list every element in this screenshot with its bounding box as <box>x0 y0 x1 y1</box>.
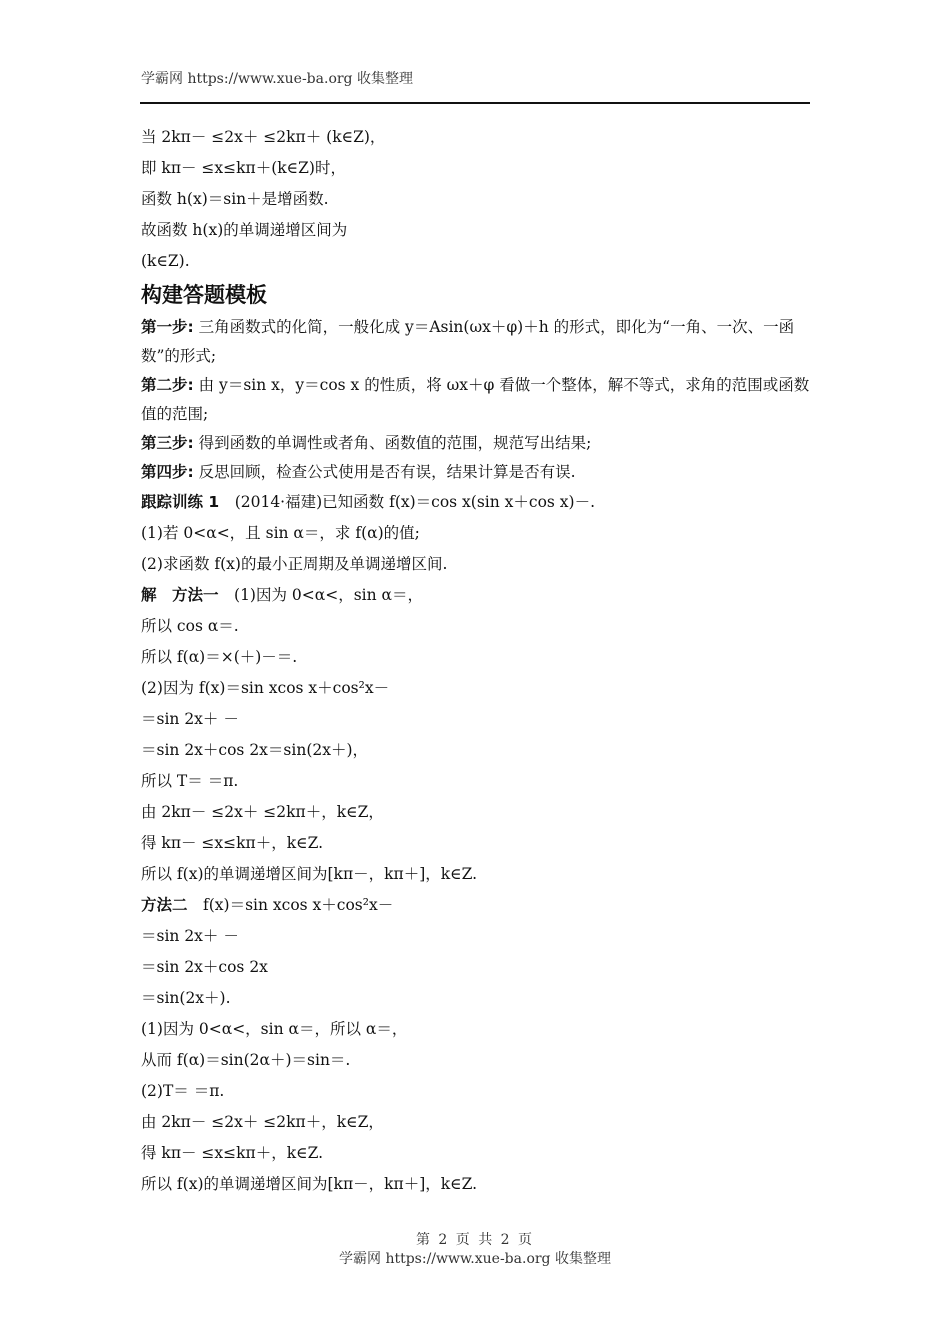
method2-line: ＝sin 2x＋cos 2x <box>141 958 268 976</box>
exercise-title <box>141 487 811 518</box>
exercise-text: (2014·福建)已知函数 f(x)＝cos x(sin x＋cos x)－. <box>219 493 596 511</box>
method1-label: 解 方法一 <box>141 586 219 604</box>
method2-first-text: f(x)＝sin xcos x＋cos²x－ <box>187 896 394 914</box>
method1-line: 由 2kπ－ ≤2x＋ ≤2kπ＋，k∈Z， <box>141 803 384 821</box>
method2-line: 从而 f(α)＝sin(2α＋)＝sin＝. <box>141 1051 351 1069</box>
step-1 <box>141 313 811 371</box>
method1-line: 所以 f(x)的单调递增区间为[kπ－，kπ＋]，k∈Z. <box>141 865 478 883</box>
template-heading: 构建答题模板 <box>141 283 267 307</box>
step-label: 第二步: <box>141 376 194 394</box>
method2-line: 所以 f(x)的单调递增区间为[kπ－，kπ＋]，k∈Z. <box>141 1175 478 1193</box>
exercise-question-1: (1)若 0<α<，且 sin α＝，求 f(α)的值; <box>141 524 420 542</box>
header-rule <box>140 102 810 104</box>
step-2 <box>141 371 811 429</box>
step-text: 得到函数的单调性或者角、函数值的范围，规范写出结果; <box>193 434 592 452</box>
method2-line: 得 kπ－ ≤x≤kπ＋，k∈Z. <box>141 1144 324 1162</box>
document-body <box>141 122 811 1200</box>
method1-line: 所以 T＝ ＝π. <box>141 772 239 790</box>
step-4 <box>141 458 811 487</box>
intro-line: 函数 h(x)＝sin＋是增函数. <box>141 190 329 208</box>
method2-first-line <box>141 890 811 921</box>
exercise-question-2: (2)求函数 f(x)的最小正周期及单调递增区间. <box>141 555 448 573</box>
step-label: 第四步: <box>141 463 194 481</box>
step-label: 第一步: <box>141 318 194 336</box>
intro-line: 即 kπ－ ≤x≤kπ＋(k∈Z)时， <box>141 159 346 177</box>
method2-line: (2)T＝ ＝π. <box>141 1082 225 1100</box>
method1-first-text: (1)因为 0<α<，sin α＝， <box>218 586 423 604</box>
step-3 <box>141 429 811 458</box>
method1-line: 所以 f(α)＝×(＋)－＝. <box>141 648 298 666</box>
intro-line: 当 2kπ－ ≤2x＋ ≤2kπ＋ (k∈Z)， <box>141 128 386 146</box>
method1-line: 所以 cos α＝. <box>141 617 239 635</box>
method2-line: ＝sin 2x＋ － <box>141 927 239 945</box>
method2-line: ＝sin(2x＋). <box>141 989 231 1007</box>
method2-line: 由 2kπ－ ≤2x＋ ≤2kπ＋，k∈Z， <box>141 1113 384 1131</box>
method2-line: (1)因为 0<α<，sin α＝，所以 α＝， <box>141 1020 408 1038</box>
step-text: 反思回顾，检查公式使用是否有误，结果计算是否有误. <box>193 463 576 481</box>
intro-line: (k∈Z). <box>141 252 190 270</box>
page-header: 学霸网 https://www.xue-ba.org 收集整理 <box>141 71 413 87</box>
footer-source: 学霸网 https://www.xue-ba.org 收集整理 <box>339 1251 611 1267</box>
method1-line: (2)因为 f(x)＝sin xcos x＋cos²x－ <box>141 679 390 697</box>
intro-line: 故函数 h(x)的单调递增区间为 <box>141 221 348 239</box>
exercise-label: 跟踪训练 1 <box>141 493 220 511</box>
method1-first-line <box>141 580 811 611</box>
step-label: 第三步: <box>141 434 194 452</box>
step-text: 三角函数式的化简，一般化成 y＝Asin(ωx＋φ)＋h 的形式，即化为“一角、一次、一函数”的形式; <box>141 318 795 365</box>
method2-label: 方法二 <box>141 896 188 914</box>
step-text: 由 y＝sin x，y＝cos x 的性质，将 ωx＋φ 看做一个整体，解不等式，求角的范围或函数值的范围; <box>141 376 810 423</box>
method1-line: 得 kπ－ ≤x≤kπ＋，k∈Z. <box>141 834 324 852</box>
method1-line: ＝sin 2x＋ － <box>141 710 239 728</box>
page-number: 第 2 页 共 2 页 <box>415 1232 535 1248</box>
method1-line: ＝sin 2x＋cos 2x＝sin(2x＋)， <box>141 741 369 759</box>
